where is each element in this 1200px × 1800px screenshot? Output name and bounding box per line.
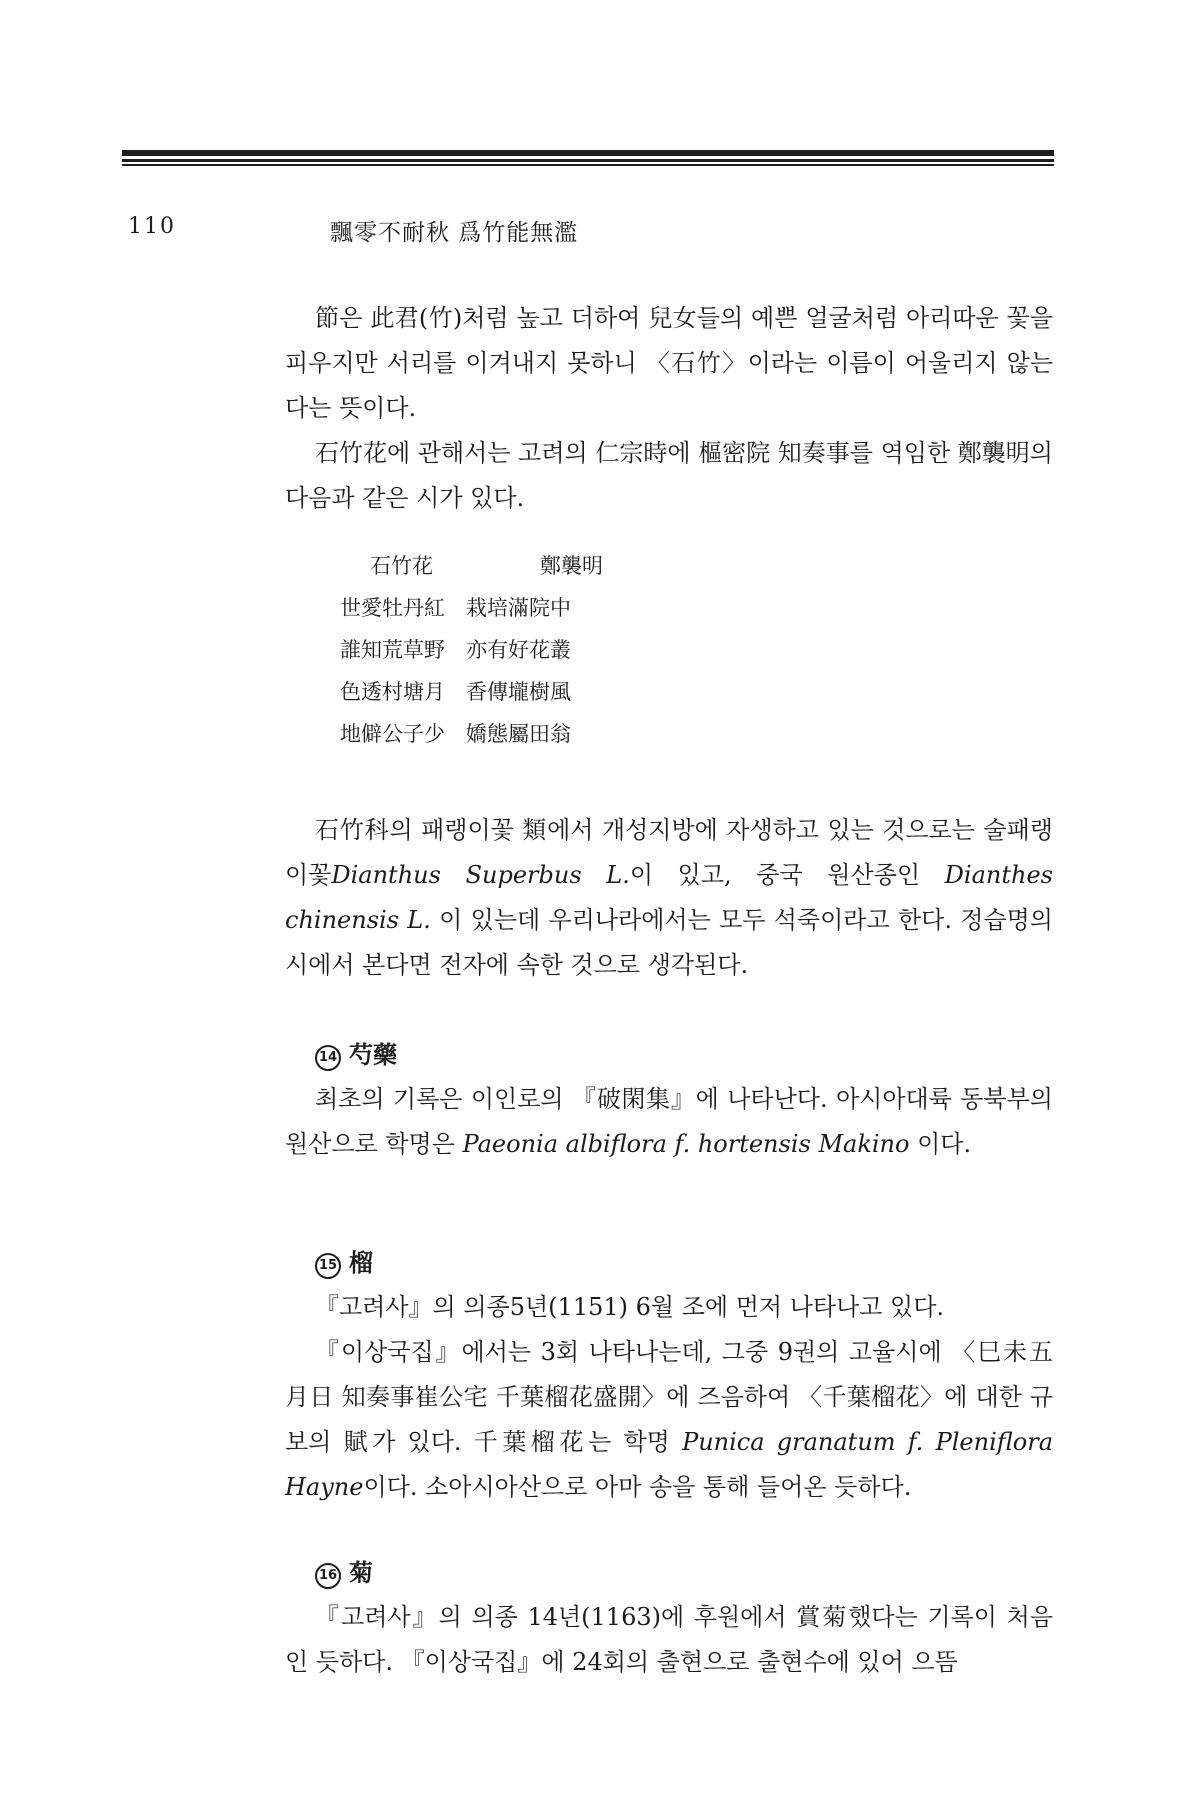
pinks-text-e: 이 있는데 우리나라에서는 모두 석죽이라고 한다. 정습명의 시에서 본다면 전자에 속한 것으로 생각된다. <box>285 906 1053 979</box>
poem-heading <box>340 545 603 587</box>
running-title: 飄零不耐秋 爲竹能無濫 <box>330 220 579 246</box>
section-heading <box>285 1550 1053 1595</box>
section-14 <box>285 1032 1053 1167</box>
section-title: 芍藥 <box>349 1040 397 1069</box>
poem-line: 誰知荒草野 亦有好花叢 <box>340 638 571 662</box>
section-text: 『이상국집』에서는 3회 나타나는데, 그중 9권의 고율시에 〈巳未五月日 知奏事崔公宅 千葉榴花盛開〉에 즈음하여 〈千葉榴花〉에 대한 규보의 賦가 있다. 千葉榴花는 학명 <box>285 1338 1053 1456</box>
section-paragraph: 『고려사』의 의종5년(1151) 6월 조에 먼저 나타나고 있다. <box>315 1293 945 1321</box>
pinks-text-a: 石竹科의 패랭이꽃 類에서 개성지방에 자생하고 있는 것으로는 술패랭이꽃 <box>285 816 1053 889</box>
intro-section <box>285 296 1053 521</box>
section-title: 菊 <box>349 1558 373 1587</box>
pinks-section <box>285 808 1053 988</box>
section-heading <box>285 1240 1053 1285</box>
circled-number: 14 <box>315 1045 341 1071</box>
poem-title: 石竹花 <box>370 554 433 578</box>
poem-author: 鄭襲明 <box>540 554 603 578</box>
poem-line: 色透村塘月 香傳壠樹風 <box>340 680 571 704</box>
top-rule-thick <box>122 150 1054 156</box>
section-text: 최초의 기록은 이인로의 『破閑集』에 나타난다. 아시아대륙 동북부의 원산으로 학명은 <box>285 1085 1053 1158</box>
poem-block <box>340 545 603 755</box>
section-15 <box>285 1240 1053 1510</box>
section-heading <box>285 1032 1053 1077</box>
poem-line: 世愛牡丹紅 栽培滿院中 <box>340 596 571 620</box>
scientific-name: Dianthus Superbus L. <box>331 861 630 889</box>
section-paragraph <box>285 1330 1053 1510</box>
section-text: 이다. <box>909 1130 972 1158</box>
intro-paragraph-1: 節은 此君(竹)처럼 높고 더하여 兒女들의 예쁜 얼굴처럼 아리따운 꽃을 피우지만 서리를 이겨내지 못하니 〈石竹〉이라는 이름이 어울리지 않는다는 뜻이다. <box>285 304 1053 422</box>
section-title: 榴 <box>349 1248 373 1277</box>
section-16 <box>285 1550 1053 1685</box>
page-number: 110 <box>128 214 176 239</box>
scientific-name: Paeonia albiflora f. hortensis Makino <box>462 1130 910 1158</box>
poem-line: 地僻公子少 嬌態屬田翁 <box>340 722 571 746</box>
section-paragraph <box>285 1077 1053 1167</box>
top-rule-medium <box>122 159 1054 162</box>
scientific-name: Dianthes chinensis L. <box>285 861 1053 934</box>
pinks-paragraph <box>285 808 1053 988</box>
circled-number: 16 <box>315 1563 341 1589</box>
section-paragraph: 『고려사』의 의종 14년(1163)에 후원에서 賞菊했다는 기록이 처음인 듯하다. 『이상국집』에 24회의 출현으로 출현수에 있어 으뜸 <box>285 1603 1053 1676</box>
circled-number: 15 <box>315 1253 341 1279</box>
scientific-name: Punica granatum f. Pleniflora Hayne <box>285 1428 1054 1501</box>
section-text: 이다. 소아시아산으로 아마 송을 통해 들어온 듯하다. <box>363 1473 912 1501</box>
pinks-text-c: 이 있고, 중국 원산종인 <box>629 861 945 889</box>
intro-paragraph-2: 石竹花에 관해서는 고려의 仁宗時에 樞密院 知奏事를 역임한 鄭襲明의 다음과 같은 시가 있다. <box>285 439 1053 512</box>
top-rule-thin <box>122 164 1054 166</box>
